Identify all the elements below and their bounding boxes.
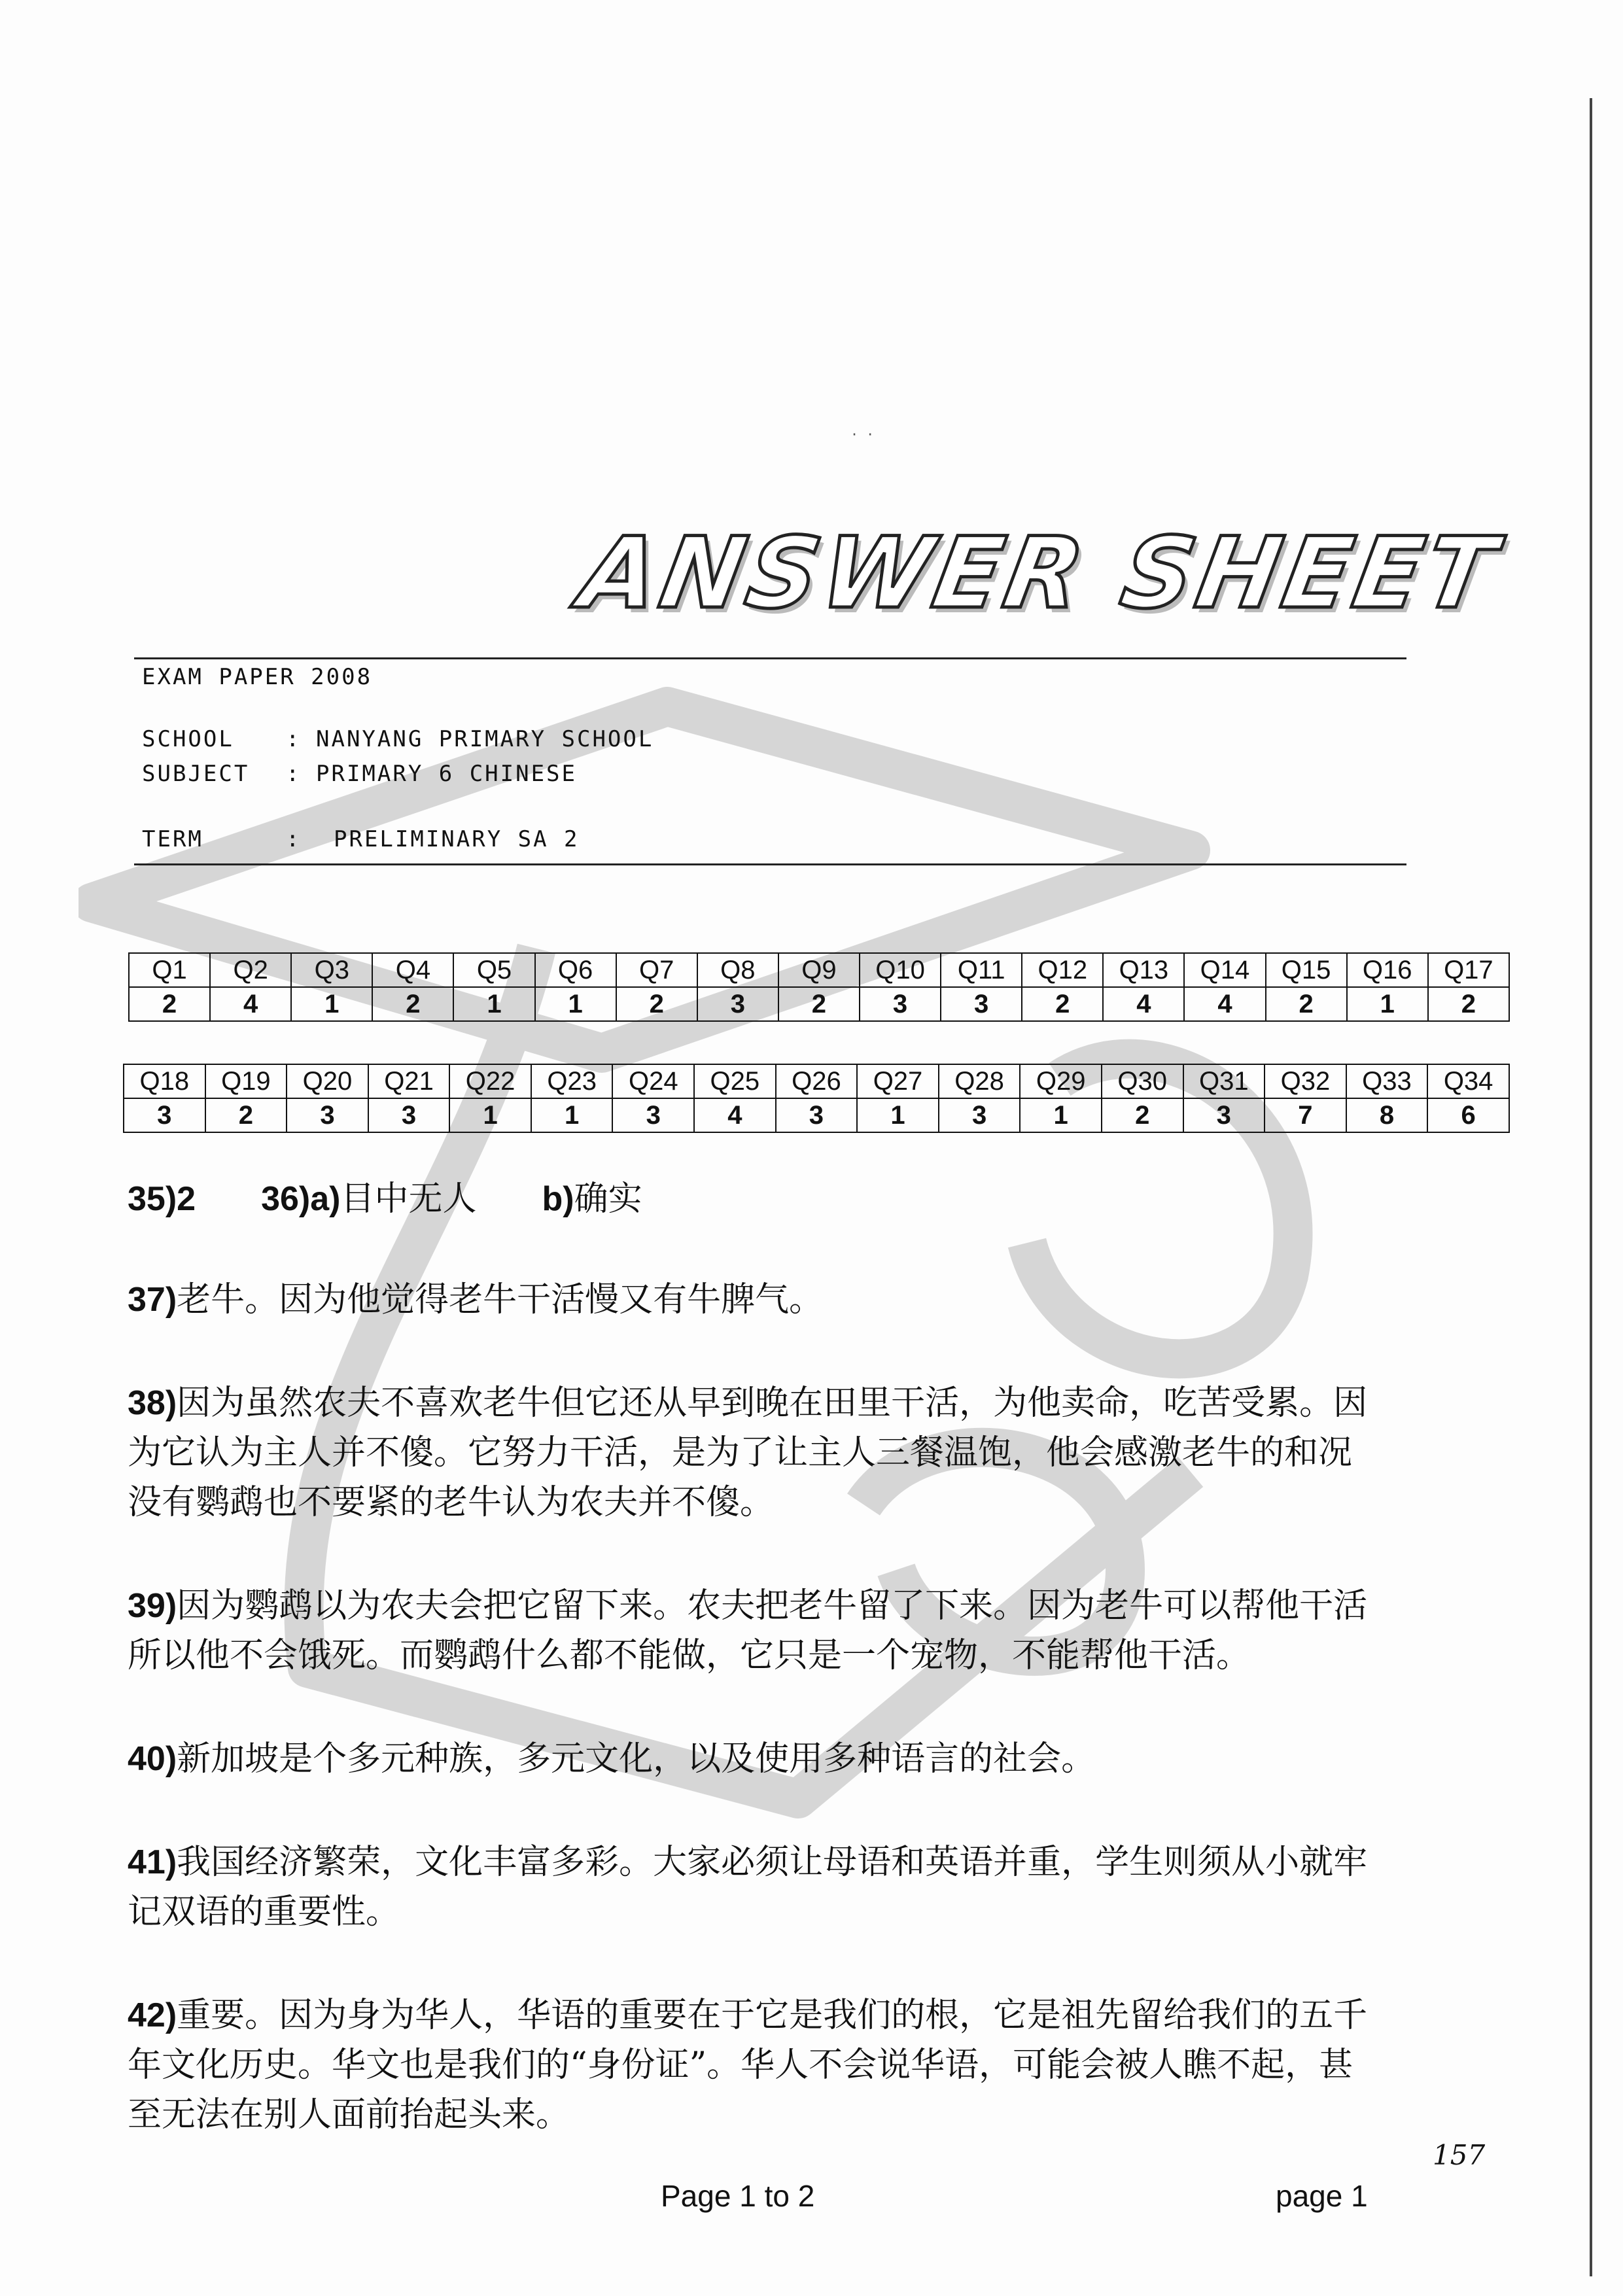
answer-cell: 4	[210, 987, 291, 1021]
question-cell: Q24	[612, 1064, 694, 1098]
subject-colon: :	[286, 761, 302, 787]
q36a-value: 目中无人	[340, 1179, 477, 1219]
term-label: TERM	[142, 826, 203, 852]
answer-cell: 1	[1347, 987, 1428, 1021]
q42-number: 42)	[128, 1996, 177, 2034]
answer-cell: 2	[1102, 1098, 1183, 1132]
term-colon: :	[286, 826, 302, 852]
answer-cell: 3	[124, 1098, 205, 1132]
answer-cell: 3	[612, 1098, 694, 1132]
answer-cell: 1	[1020, 1098, 1102, 1132]
question-cell: Q28	[939, 1064, 1021, 1098]
question-cell: Q25	[694, 1064, 776, 1098]
answer-cell: 3	[776, 1098, 858, 1132]
question-cell: Q18	[124, 1064, 205, 1098]
answer-cell: 2	[1266, 987, 1347, 1021]
school-label: SCHOOL	[142, 726, 234, 752]
q36b-value: 确实	[574, 1179, 642, 1219]
header-bottom-rule	[134, 863, 1406, 865]
question-cell: Q19	[205, 1064, 287, 1098]
answer-cell: 2	[205, 1098, 287, 1132]
question-cell: Q23	[531, 1064, 613, 1098]
answer-cell: 6	[1427, 1098, 1509, 1132]
question-cell: Q17	[1428, 953, 1509, 987]
q41-number: 41)	[128, 1843, 177, 1881]
handwritten-page-number: 157	[1433, 2139, 1486, 2171]
q39-number: 39)	[128, 1587, 177, 1625]
q40-number: 40)	[128, 1740, 177, 1778]
question-cell: Q2	[210, 953, 291, 987]
answer-cell: 1	[535, 987, 616, 1021]
question-cell: Q20	[287, 1064, 368, 1098]
answer-cell: 2	[778, 987, 860, 1021]
answer-cell: 3	[1183, 1098, 1265, 1132]
page-edge	[1590, 98, 1592, 2276]
answer-cell: 8	[1346, 1098, 1428, 1132]
question-cell: Q15	[1266, 953, 1347, 987]
answer-sheet-title: ANSWER SHEET	[572, 517, 1507, 631]
scan-speck: · ·	[850, 426, 875, 442]
question-cell: Q3	[291, 953, 372, 987]
answer-cell: 1	[531, 1098, 613, 1132]
answer-cell: 3	[941, 987, 1022, 1021]
term-value: PRELIMINARY SA 2	[334, 826, 580, 852]
school-colon: :	[286, 726, 302, 752]
question-cell: Q32	[1265, 1064, 1346, 1098]
answer-cell: 4	[1184, 987, 1265, 1021]
answer-cell: 2	[129, 987, 210, 1021]
answer-cell: 1	[857, 1098, 939, 1132]
question-cell: Q1	[129, 953, 210, 987]
q40-text: 新加坡是个多元种族，多元文化，以及使用多种语言的社会。	[177, 1739, 1096, 1779]
answer-cell: 3	[860, 987, 941, 1021]
question-cell: Q11	[941, 953, 1022, 987]
answer-cell: 7	[1265, 1098, 1346, 1132]
answer-36a	[261, 1171, 476, 1220]
answer-cell: 3	[287, 1098, 368, 1132]
question-row	[124, 1064, 1509, 1098]
answer-40	[128, 1734, 1370, 1784]
question-cell: Q14	[1184, 953, 1265, 987]
answer-36b	[542, 1171, 642, 1220]
answer-cell: 1	[291, 987, 372, 1021]
answer-cell: 1	[449, 1098, 531, 1132]
mcq-table-2	[123, 1064, 1510, 1133]
question-row	[129, 953, 1509, 987]
answer-cell: 4	[1103, 987, 1184, 1021]
question-cell: Q27	[857, 1064, 939, 1098]
page-number: page 1	[1276, 2179, 1368, 2213]
question-cell: Q29	[1020, 1064, 1102, 1098]
answer-42	[128, 1991, 1370, 2140]
answer-37	[128, 1275, 1370, 1325]
page-range: Page 1 to 2	[661, 2179, 815, 2213]
question-cell: Q34	[1427, 1064, 1509, 1098]
q38-number: 38)	[128, 1384, 177, 1422]
school-value: NANYANG PRIMARY SCHOOL	[316, 726, 654, 752]
answer-39	[128, 1581, 1370, 1680]
answer-cell: 4	[694, 1098, 776, 1132]
question-cell: Q12	[1022, 953, 1103, 987]
question-cell: Q4	[372, 953, 453, 987]
subject-label: SUBJECT	[142, 761, 250, 787]
q41-text: 我国经济繁荣，文化丰富多彩。大家必须让母语和英语并重，学生则须从小就牢记双语的重要性。	[128, 1843, 1368, 1932]
q36a-label: a)	[310, 1180, 341, 1218]
question-cell: Q9	[778, 953, 860, 987]
answer-cell: 2	[616, 987, 697, 1021]
subject-value: PRIMARY 6 CHINESE	[316, 761, 577, 787]
answer-41	[128, 1837, 1370, 1937]
answer-cell: 3	[368, 1098, 450, 1132]
question-cell: Q10	[860, 953, 941, 987]
answer-38	[128, 1378, 1370, 1527]
question-cell: Q33	[1346, 1064, 1428, 1098]
q37-number: 37)	[128, 1281, 177, 1319]
question-cell: Q31	[1183, 1064, 1265, 1098]
answer-35-36	[128, 1171, 1370, 1220]
question-cell: Q30	[1102, 1064, 1183, 1098]
answer-cell: 1	[453, 987, 534, 1021]
answer-row	[124, 1098, 1509, 1132]
q42-text: 重要。因为身为华人，华语的重要在于它是我们的根，它是祖先留给我们的五千年文化历史。华文也是我们的“身份证”。华人不会说华语，可能会被人瞧不起，甚至无法在别人面前抬起头来。	[128, 1996, 1368, 2134]
q39-text: 因为鹦鹉以为农夫会把它留下来。农夫把老牛留了下来。因为老牛可以帮他干活所以他不会饿死。而鹦鹉什么都不能做，它只是一个宠物，不能帮他干活。	[128, 1586, 1368, 1675]
question-cell: Q13	[1103, 953, 1184, 987]
question-cell: Q6	[535, 953, 616, 987]
question-cell: Q21	[368, 1064, 450, 1098]
answer-cell: 2	[1428, 987, 1509, 1021]
q35-number: 35)	[128, 1180, 177, 1218]
answer-cell: 3	[697, 987, 778, 1021]
q36-number: 36)	[261, 1180, 311, 1218]
mcq-table-1	[128, 952, 1510, 1022]
q36b-label: b)	[542, 1180, 574, 1218]
written-answers	[128, 1171, 1370, 2193]
q35-value: 2	[177, 1180, 196, 1218]
answer-cell: 2	[1022, 987, 1103, 1021]
answer-cell: 3	[939, 1098, 1021, 1132]
q38-text: 因为虽然农夫不喜欢老牛但它还从早到晚在田里干活，为他卖命，吃苦受累。因为它认为主人并不傻。它努力干活，是为了让主人三餐温饱，他会感激老牛的和况没有鹦鹉也不要紧的老牛认为农夫并不傻。	[128, 1383, 1368, 1522]
question-cell: Q16	[1347, 953, 1428, 987]
exam-paper-label: EXAM PAPER 2008	[142, 664, 373, 690]
header-top-rule	[134, 657, 1406, 659]
question-cell: Q8	[697, 953, 778, 987]
answer-cell: 2	[372, 987, 453, 1021]
question-cell: Q26	[776, 1064, 858, 1098]
question-cell: Q5	[453, 953, 534, 987]
question-cell: Q22	[449, 1064, 531, 1098]
answer-35	[128, 1179, 196, 1219]
answer-row	[129, 987, 1509, 1021]
question-cell: Q7	[616, 953, 697, 987]
q37-text: 老牛。因为他觉得老牛干活慢又有牛脾气。	[177, 1280, 824, 1319]
